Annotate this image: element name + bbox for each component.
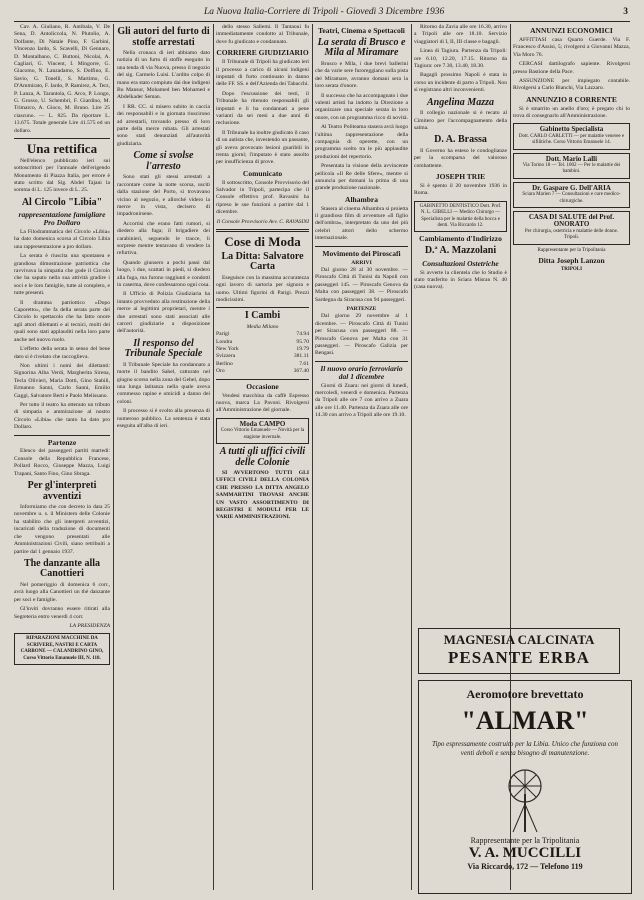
headline: Cose di Moda [224, 234, 301, 250]
article-text: Per tutto il teatro ha ottenuto un tributo di simpatia e ammirazione al nostro Circolo «Libia» che tanto ha dato pro Dollaro. [14, 401, 110, 431]
article-text: Il sottoscritto, Console Provvisorio del Salvador in Tripoli, partecipa che il Console effettivo prof. Ravasini ha ripreso le sue funzioni a partire dal 1 dicembre. [216, 179, 309, 216]
article-text: dello stesso Sallemi. Il Tantaoui fu immediatamente condotto al Tribunale, dove fu giudicato e condannato. [216, 24, 309, 45]
article-text: La serata è riuscita una spontanea e grandiosa dimostrazione patriottica che ravvivava la simpatia che gode il Circolo che ha saputo nella sua attività gradire i soci e le loro famiglie, tutte al completo, e tutte presenti. [14, 253, 110, 297]
article-text: I RR. CC. si misero subito in caccia dei responsabili e in giornata riuscirono ad arrestarli, trovando presso di loro parte della merce rubata. Gli arrestati sono stati denunziati all'autorità giudiziaria. [117, 103, 210, 147]
signature: Il Console Provvisorio Avv. C. RAVASINI [216, 218, 309, 225]
ad-title: Dr. Gaspare G. Dell'ARIA [532, 183, 611, 192]
article-text: Cav. A. Giuliano, R. Antibala, V. De Sena, D. Antoliccola, N. Plutolio, A. Dolfante, Di Natale Pino, F. Garbini, Vincenzo Iardo, S. Scavelli, Di Gennaro, D. Montalbano, C. Buttoni, Nicolai, A. Cagliari, G. Vincent, I. Mingorre, G. Giacomo, N. Lanzadamo, S. Dolfino, E. Savio, G. Tonelli, S. Martimo, G. D'Ammirato, F. Iardo, P. Ramirez, A. Terz, P. Lanza, A. Tarantola, G. Arco, P. Longo, G. Grosso, U. Schembri, F. Giardino, M. Trimarco, A. Gioco, M. Bruno. Lire 25 ciascuno. — L. 825. Da riportare L. 13.675. Totale generale Lire 41.575 ed un dollaro. [14, 24, 110, 134]
headline: ANNUNZI ECONOMICI [530, 26, 613, 35]
article-text: Si è smarrito un anello d'oro; è pregato chi lo trova di consegnarlo all'Amministrazione. [513, 105, 630, 119]
article-text: Il Tribunale ha inoltre giudicato il caso di un autista che, investendo un passante, gli aveva provocato lesioni guaribili in trenta giorni; l'imputato è stato assolto per insufficienza di prove. [216, 129, 309, 166]
column-rule [213, 24, 214, 890]
exchange-row [216, 339, 309, 346]
exchange-label: Parigi [216, 331, 230, 338]
article-text: Quando giunsero a pochi passi dal luogo, i due, scattati in piedi, si diedero alla fuga, ma furono raggiunti e condotti in caserma, dove confessarono ogni cosa. [117, 259, 210, 288]
article-text: Stasera al cinema Alhambra si proietta il grandioso film di avventure «Il figlio dell'ombra», interpretato da uno dei più celebri attori dello schermo internazionale. [315, 205, 408, 242]
column-rule [312, 24, 313, 890]
article-text: Dal giorno 29 novembre al 1 dicembre. — Piroscafo Città di Tunisi per Siracusa con passeggeri 88. — Piroscafo Genova per Malta con 31 passeggeri. — Piroscafo Galizia per Bengasi. [315, 313, 408, 357]
headline: Occasione [246, 381, 279, 391]
article-text: Il Governo ha esteso le condoglianze per la scomparsa del valoroso combattente. [414, 147, 507, 169]
article-text: Sono stati gli stessi arrestati a raccontare come la notte scorsa, usciti dalla stazione del Porto, si trovavano vicino al negozio, e allorché videro la merce in vista, decisero di impadronirsene. [117, 174, 210, 218]
exchange-value: 381.11 [293, 353, 309, 360]
article-text: Informiamo che con decreto in data 25 novembre u. s. il Ministero delle Colonie ha stabilito che gli interpreti avventizi, incaricati della traduzione di documenti che vengono presentati alle Amministrazioni Civili, siano retribuiti a partire dal 1 gennaio 1937. [14, 504, 110, 555]
subheadline: La Ditta: Salvatore Carta [221, 250, 304, 273]
subhead: PARTENZE [346, 306, 377, 312]
ad-text: Via Riccardo, 172 — Telefono 119 [467, 862, 583, 871]
exchange-label: Oro [216, 368, 225, 375]
headline: Angelina Mazza [427, 96, 494, 108]
advertisement: GABINETTO DENTISTICO Dott. Prof. N. L. GIBELLI — Medico Chirurgo — Specialista per le malattie della bocca e denti. Via Riccardo 12. [414, 201, 507, 233]
ad-title: Gabinetto Specialista [539, 125, 604, 134]
article-text: Si è spento il 20 novembre 1936 in Roma. [414, 182, 507, 197]
exchange-row [216, 353, 309, 360]
headline: Al Circolo "Libia" [21, 196, 103, 208]
headline: The danzante alla Canottieri [23, 557, 101, 580]
article-text: Giorni di Zuara: nei giorni di lunedì, mercoledì, venerdì e domenica. Partenza da Tripoli alle ore 7 con arrivo a Zuara alle ore 11.40. Partenza da Zuara alle ore 14.30 con arrivo a Tripoli alle ore 19.10. [315, 382, 408, 419]
subheadline: La serata di Brusco e Mila al Miramare [317, 36, 406, 59]
headline: Movimento dei Piroscafi [322, 248, 401, 258]
exchange-value: 95.70 [296, 338, 309, 345]
article-text: AFFITTASI casa Quarto Guerde. Via F. Francesco d'Assisi, 5; rivolgersi a Giovanni Mazza, Via Moro 76. [513, 36, 630, 58]
article-text: Dal giorno 28 al 30 novembre. — Piroscafo Città di Tunisi da Napoli con passeggeri 145. — Piroscafo Genova da Malta con passeggeri 38. — Piroscafo Sardegna da Siracusa con 94 passeggeri. [315, 266, 408, 303]
article-text: Ritorno da Zavia alle ore 16.30, arrivo a Tripoli alle ore 18.10. Servizio viaggiatori di I, II, III classe e bagagli. [414, 24, 507, 45]
ad-text: Tipo espressamente costruito per la Libia. Unico che funziona con venti deboli e senza bisogno di manutenzione. [431, 740, 618, 757]
article-text: CERCASI dattilografo sapiente. Rivolgersi presso Bastione della Pace. [513, 61, 630, 75]
article-text: Vendesi macchina da caffè Espresso nuova, marca La Pavoni. Rivolgersi all'Amministrazione del giornale. [216, 392, 309, 414]
subheadline: rappresentazione famigliare Pro Dollaro [18, 210, 106, 228]
headline: Come si svolse l'arresto [133, 150, 194, 172]
ad-text: Via Torino 18 — Tel. 1002 — Per le malattie dei bambini. [522, 163, 621, 175]
article-text: Non ultimi i nomi dei dilettanti: Signorina Alba Verdi, Margherita Sirena, Tecla Olivieri, Maria Dotti, Gino Stabili, Ermanno Sanni, Carlo Sanni, Emilio Gaggi, Salvatore Berti e Paolo Melissano. [14, 362, 110, 399]
headline: I Cambi [244, 310, 281, 322]
ad-brand: "ALMAR" [461, 706, 589, 735]
subheadline: Consultazioni Ostetriche [422, 258, 499, 268]
page-number: 3 [623, 7, 628, 17]
exchange-table [216, 331, 309, 375]
headline: JOSEPH TRIE [435, 172, 486, 182]
headline: A tutti gli uffici civili delle Colonie [219, 446, 306, 468]
article-text: Il successo che ha accompagnato i due valenti artisti ha indotto la Direzione a organizzare una speciale serata in loro onore, con un programma ricco di novità. [315, 92, 408, 121]
ad-text: Rappresentante per la Tripolitania [537, 247, 606, 253]
column-4 [315, 24, 408, 892]
exchange-label: New York [216, 346, 239, 353]
article-text: Nella cronaca di ieri abbiamo dato notizia di un furto di stoffe eseguito in una tenda di via Nuova, presso il negozio del sig. Carmelo Luisi. L'ardito colpo di mano era stato compiuto dai due indigeni Bu Mansur, Mohamed ben Mohamed e Abdelkader Seman. [117, 50, 210, 101]
masthead-title: La Nuova Italia-Corriere di Tripoli - Giovedì 3 Dicembre 1936 [204, 7, 445, 17]
article-text: Elenco dei passeggeri partiti martedì: Console della Repubblica Francese, Pollard Rocco, Giuseppe Mazza, Luigi Trapani, Santo Fino, Gino Sbraga. [14, 448, 110, 477]
ad-text: Corso Vittorio Emanuele — Novità per la stagione invernale. [220, 428, 305, 440]
article-text: Il Tribunale Speciale ha condannato a morte il bandito Sahel, catturato nel giugno scorso nella zona del Gebel, dopo una lunga latitanza nella quale aveva commesso rapine e omicidi a danno dei coloni. [117, 361, 210, 405]
article-text: Il processo si è svolto alla presenza di numeroso pubblico. La sentenza è stata eseguita all'alba di ieri. [117, 408, 210, 430]
exchange-value: 74.94 [296, 331, 309, 338]
headline: CORRIERE GIUDIZIARIO [216, 48, 309, 58]
article-text: Dopo l'escussione dei testi, il Tribunale ha ritenuto responsabili gli imputati e li ha condannati a pene varianti da sei mesi a due anni di reclusione. [216, 90, 309, 127]
column-6 [513, 24, 630, 634]
ad-brand: PESANTE ERBA [448, 648, 590, 667]
article-text: Nel pomeriggio di domenica 6 corr., avrà luogo alla Canottieri un thè danzante per soci e famiglie. [14, 581, 110, 603]
article-text: Brusco e Mila, i due brevi ballerini che da varie sere furoreggiano sulla pista del Miramare, avranno domani sera la loro serata d'onore. [315, 60, 408, 90]
ad-title: CASA DI SALUTE del Prof. ONORATO [528, 213, 615, 229]
column-2 [117, 24, 210, 892]
signature: LA PRESIDENZA [69, 622, 110, 629]
headline: Il responso del Tribunale Speciale [124, 337, 203, 360]
exchange-label: Londra [216, 338, 233, 345]
article-text: L'effetto della serata in senso del bene dato si è rivelato che raccoglieva. [14, 346, 110, 360]
headline: Comunicato [242, 168, 283, 178]
windmill-icon [485, 764, 565, 834]
cambi-subtitle: Media Milano [246, 323, 279, 330]
exchange-value: 19.79 [296, 346, 309, 353]
headline: Per gl'interpreti avventizi [27, 480, 97, 502]
exchange-value: 7.61 [299, 360, 309, 367]
advertisement: RIPARAZIONI MACCHINE DA SCRIVERE, NASTRI E CARTA CARBONE — CALANDRINO GINO, Corso Vittorio Emanuele III, N. 118. [14, 633, 110, 665]
masthead [14, 5, 630, 22]
ad-brand: V. A. MUCCILLI [468, 845, 582, 861]
ad-title: Dott. Mario Lalli [545, 154, 598, 163]
article-text: Bagagli prossimo Napoli è stata in corso un incidente di parto a Tripoli. Non si registrano altri inconvenienti. [414, 72, 507, 94]
ad-text: Per chirurgia, ostetricia e malattie delle donne. Tripoli. [524, 228, 619, 241]
headline: ANNUNZIO 8 CORRENTE [526, 94, 617, 104]
aeromotore-ad [418, 680, 632, 894]
article-text: Nell'elenco pubblicato ieri sui sottoscrittori per l'annuale dell'erigendo Monumento di Piazza Italia, per errore è stato scritto dal Sig. Abdel Tajani la somma di L. 125 invece di L. 25. [14, 157, 110, 194]
article-text: Il Ufficio di Polizia Giudiziaria ha intanto provveduto alla restituzione della merce ai legittimi proprietari, mentre i due arrestati sono stati associati alle carceri giudiziarie a disposizione dell'autorità. [117, 291, 210, 335]
article-text: Il Tribunale di Tripoli ha giudicato ieri il processo a carico di alcuni indigeni imputati di furto continuato in danno delle FF. SS. e dell'Azienda dei Tabacchi. [216, 59, 309, 88]
column-1 [14, 24, 110, 892]
magnesia-ad [418, 628, 620, 674]
exchange-row [216, 346, 309, 353]
ad-title: Aeromotore brevettato [466, 687, 584, 701]
ad-text: TRIPOLI [560, 266, 583, 272]
headline: Gli autori del furto di stoffe arrestati [117, 26, 210, 48]
ad-text: Dott. CARLO CARLETTI — per malattie veneree e sifilitiche. Corso Vittorio Emanuele 14. [518, 133, 625, 146]
exchange-label: Berlino [216, 360, 233, 367]
article-text: Gl'inviti dovranno essere ritirati alla Segreteria entro venerdì 4 corr. [14, 606, 110, 620]
ad-text: Sciara Marien 7 — Consultazioni e cure medico-chirurgiche. [522, 192, 621, 204]
article-text: Si avverte la clientela che lo Studio è stato trasferito in Sciara Misran N. 40 (casa nuova). [414, 269, 507, 291]
article-text: Presentata la visione della avvincente pellicola «Il Re delle Sfere», mentre si annuncia per domani la prima di una grande produzione nazionale. [315, 163, 408, 192]
column-5 [414, 24, 507, 604]
article-text: Al Teatro Politeama stasera avrà luogo l'ultima rappresentazione della compagnia di operette, con un programma scelto tra le più applaudite produzioni del repertorio. [315, 124, 408, 160]
headline: Alhambra [345, 194, 378, 204]
column-rule [411, 24, 412, 890]
headline: Teatri, Cinema e Spettacoli [318, 26, 405, 35]
headline: Partenze [47, 437, 77, 447]
headline: D. A. Brassa [434, 134, 487, 146]
column-3 [216, 24, 309, 892]
article-text: Eseguisce con la massima accuratezza ogni lavoro di sartoria per signora e uomo. Ultimi figurini di Parigi. Prezzi modicissimi. [216, 274, 309, 303]
exchange-row [216, 361, 309, 368]
article-text: Il dramma patriottico «Dopo Caporetto», che fa della serata parte del Circolo lo spettacolo che ha fatto onore agli attori dilettanti e ai tecnici, molti dei quali sono stati applauditi nella loro parte anche nel nuovo ruolo. [14, 299, 110, 343]
column-rule [113, 24, 114, 890]
ad-title: Moda CAMPO [239, 419, 286, 428]
headline: Una rettifica [26, 141, 98, 157]
headline: Il nuovo orario ferroviario dal 1 dicembre [320, 363, 403, 381]
headline: D.ª A. Mazzolani [424, 245, 497, 257]
article-text: Accortisi che erano fatti rumori, si diedero alla fuga; il brigadiere dei carabinieri, seguendo le tracce, li sorprese mentre tentavano di vendere la refurtiva. [117, 220, 210, 257]
exchange-value: 367.40 [293, 368, 309, 375]
headline: Cambiamento d'Indirizzo [419, 234, 502, 244]
article-text: La Filodrammatica del Circolo «Libia» ha dato domenica scorsa al Circolo Libia una rappresentazione a pro dollaro. [14, 229, 110, 250]
ad-text: Rappresentante per la Tripolitania [470, 836, 580, 845]
article-text: SI AVVERTONO TUTTI GLI UFFICI CIVILI DELLA COLONIA CHE PRESSO LA DITTA ANGELO SAMMARTINI TROVASI ANCHE UN VASTO ASSORTIMENTO DI REGISTRI E MODULI PER LE VARIE AMMINISTRAZIONI. [216, 470, 309, 521]
article-text: ASSUNZIONE per impiegato contabile. Rivolgersi a Carlo Bianchi, Via Lazzaro. [513, 77, 630, 92]
exchange-label: Svizzera [216, 353, 236, 360]
exchange-row [216, 331, 309, 338]
article-text: Linea di Tagiura. Partenza da Tripoli: ore 6.10, 12.20, 17.15. Ritorno da Tagiura: ore 7.30, 13.40, 18.30. [414, 48, 507, 70]
subhead: ARRIVI [351, 259, 372, 266]
ad-title: Ditta Joseph Lanzon [538, 256, 605, 266]
article-text: Il collegio nazionale si è recato al Cimitero per l'accompagnamento della salma. [414, 110, 507, 131]
ad-title: MAGNESIA CALCINATA [443, 632, 595, 647]
exchange-row [216, 368, 309, 375]
